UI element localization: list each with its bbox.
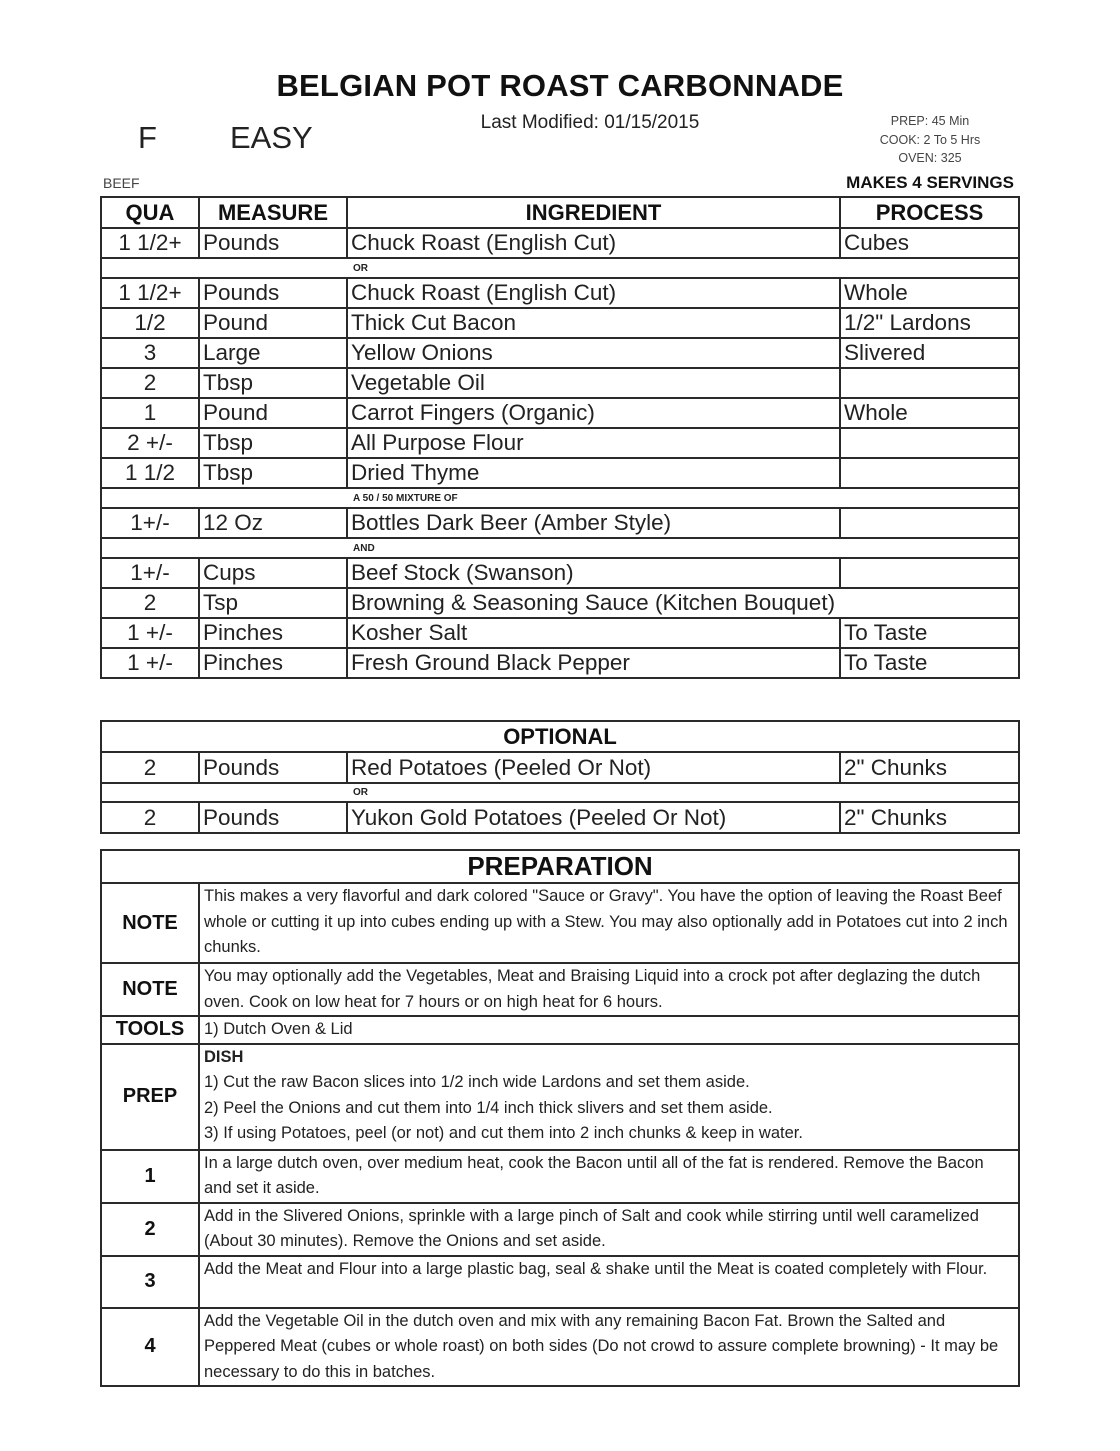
ingredient-name: Yellow Onions (347, 338, 840, 368)
ingredient-name: All Purpose Flour (347, 428, 840, 458)
separator-text: A 50 / 50 MIXTURE OF (353, 492, 458, 504)
ingredient-process: Cubes (840, 228, 1019, 258)
ingredient-measure: Pinches (199, 648, 347, 678)
preparation-row (101, 1256, 1019, 1308)
ingredient-quantity: 2 (101, 588, 199, 618)
ingredient-quantity: 1 1/2 (101, 458, 199, 488)
preparation-line: You may optionally add the Vegetables, Meat and Braising Liquid into a crock pot after deglazing the dutch oven. Cook on low heat for 7 hours or on high heat for 6 hours. (204, 967, 981, 1011)
ingredient-process: Whole (840, 278, 1019, 308)
ingredient-measure: Tbsp (199, 458, 347, 488)
separator-text: AND (353, 542, 375, 554)
optional-table (100, 720, 1020, 834)
preparation-label: 1 (101, 1150, 199, 1203)
preparation-text (199, 1203, 1019, 1256)
ingredient-name: Carrot Fingers (Organic) (347, 398, 840, 428)
separator-row (101, 538, 1019, 558)
preparation-label: 2 (101, 1203, 199, 1256)
column-header-qua: QUA (101, 197, 199, 228)
ingredient-process (840, 508, 1019, 538)
separator-spacer (101, 783, 347, 802)
prep-time: PREP: 45 Min (890, 114, 970, 128)
ingredient-measure: 12 Oz (199, 508, 347, 538)
cook-time: COOK: 2 To 5 Hrs (879, 132, 981, 147)
last-modified: Last Modified: 01/15/2015 (480, 112, 700, 133)
ingredient-quantity: 1 +/- (101, 618, 199, 648)
separator-spacer (101, 258, 347, 278)
ingredient-quantity: 1 (101, 398, 199, 428)
ingredient-row (101, 428, 1019, 458)
ingredient-measure: Pounds (199, 752, 347, 783)
preparation-title: PREPARATION (101, 850, 1019, 883)
preparation-label: 3 (101, 1256, 199, 1308)
separator-text: OR (353, 787, 368, 798)
ingredient-row (101, 648, 1019, 678)
recipe-flag: F (138, 120, 157, 155)
preparation-row (101, 1308, 1019, 1387)
preparation-label: 4 (101, 1308, 199, 1387)
ingredients-table (100, 196, 1020, 679)
column-header-measure: MEASURE (199, 197, 347, 228)
ingredient-measure: Tsp (199, 588, 347, 618)
difficulty-label: EASY (230, 120, 313, 155)
column-header-ingredient: INGREDIENT (347, 197, 840, 228)
ingredient-row (101, 458, 1019, 488)
preparation-heading: DISH (204, 1047, 244, 1066)
ingredient-measure: Large (199, 338, 347, 368)
preparation-line: Add in the Slivered Onions, sprinkle with a large pinch of Salt and cook while stirring until well caramelized (About 30 minutes). Remove the Onions and set aside. (204, 1206, 979, 1250)
separator-spacer (101, 538, 347, 558)
ingredient-quantity: 1+/- (101, 508, 199, 538)
ingredient-quantity: 2 +/- (101, 428, 199, 458)
ingredient-name: Beef Stock (Swanson) (347, 558, 840, 588)
ingredient-name: Chuck Roast (English Cut) (347, 228, 840, 258)
ingredient-measure: Pound (199, 398, 347, 428)
ingredient-name: Bottles Dark Beer (Amber Style) (347, 508, 840, 538)
ingredient-process: 2" Chunks (840, 802, 1019, 833)
ingredient-process (840, 458, 1019, 488)
ingredient-row (101, 398, 1019, 428)
separator-row (101, 783, 1019, 802)
preparation-text (199, 963, 1019, 1016)
ingredient-name: Vegetable Oil (347, 368, 840, 398)
ingredient-quantity: 1+/- (101, 558, 199, 588)
ingredient-name: Yukon Gold Potatoes (Peeled Or Not) (347, 802, 840, 833)
ingredient-measure: Tbsp (199, 428, 347, 458)
preparation-label: NOTE (101, 963, 199, 1016)
recipe-title: BELGIAN POT ROAST CARBONNADE (276, 68, 844, 103)
ingredient-row (101, 368, 1019, 398)
preparation-line: In a large dutch oven, over medium heat, cook the Bacon until all of the fat is rendered. Remove the Bacon and set it aside. (204, 1153, 984, 1197)
ingredient-row (101, 558, 1019, 588)
separator-cell (347, 538, 1019, 558)
ingredient-name: Thick Cut Bacon (347, 308, 840, 338)
ingredient-measure: Pounds (199, 228, 347, 258)
ingredient-process: To Taste (840, 618, 1019, 648)
ingredient-measure: Pounds (199, 278, 347, 308)
ingredient-row (101, 752, 1019, 783)
servings-label: MAKES 4 SERVINGS (846, 173, 1014, 192)
preparation-row (101, 1203, 1019, 1256)
ingredient-process: Whole (840, 398, 1019, 428)
preparation-line: 1) Dutch Oven & Lid (204, 1020, 353, 1038)
preparation-text (199, 1044, 1019, 1150)
preparation-text (199, 1016, 1019, 1044)
column-header-process: PROCESS (840, 197, 1019, 228)
ingredient-measure: Tbsp (199, 368, 347, 398)
ingredients-header-row (101, 197, 1019, 228)
ingredient-process: To Taste (840, 648, 1019, 678)
ingredient-name: Browning & Seasoning Sauce (Kitchen Bouquet) (347, 588, 1019, 618)
preparation-label: PREP (101, 1044, 199, 1150)
separator-row (101, 488, 1019, 508)
ingredient-quantity: 1 +/- (101, 648, 199, 678)
preparation-line: 2) Peel the Onions and cut them into 1/4 inch thick slivers and set them aside. (204, 1098, 773, 1117)
preparation-line: Add the Vegetable Oil in the dutch oven and mix with any remaining Bacon Fat. Brown the Salted and Peppered Meat (cubes or whole roast) on both sides (Do not crowd to assure complete browning) - It may be necessary to do this in batches. (204, 1311, 999, 1381)
preparation-label: TOOLS (101, 1016, 199, 1044)
ingredient-quantity: 1 1/2+ (101, 278, 199, 308)
preparation-row (101, 883, 1019, 963)
ingredient-measure: Pound (199, 308, 347, 338)
oven-temp: OVEN: 325 (898, 151, 962, 165)
preparation-row (101, 1044, 1019, 1150)
separator-spacer (101, 488, 347, 508)
separator-cell (347, 488, 1019, 508)
ingredient-row (101, 618, 1019, 648)
preparation-row (101, 1016, 1019, 1044)
preparation-label: NOTE (101, 883, 199, 963)
ingredient-process (840, 428, 1019, 458)
ingredient-measure: Pinches (199, 618, 347, 648)
ingredient-quantity: 2 (101, 802, 199, 833)
ingredient-quantity: 2 (101, 752, 199, 783)
ingredient-row (101, 802, 1019, 833)
ingredient-name: Fresh Ground Black Pepper (347, 648, 840, 678)
ingredient-quantity: 3 (101, 338, 199, 368)
ingredient-process (840, 368, 1019, 398)
separator-row (101, 258, 1019, 278)
preparation-text (199, 1256, 1019, 1308)
ingredient-name: Dried Thyme (347, 458, 840, 488)
preparation-line: Add the Meat and Flour into a large plastic bag, seal & shake until the Meat is coated completely with Flour. (204, 1259, 988, 1278)
ingredient-measure: Cups (199, 558, 347, 588)
ingredient-quantity: 1 1/2+ (101, 228, 199, 258)
ingredient-row (101, 228, 1019, 258)
ingredient-name: Red Potatoes (Peeled Or Not) (347, 752, 840, 783)
ingredient-quantity: 2 (101, 368, 199, 398)
ingredient-process: Slivered (840, 338, 1019, 368)
ingredient-row (101, 338, 1019, 368)
ingredient-measure: Pounds (199, 802, 347, 833)
preparation-text (199, 1308, 1019, 1387)
preparation-table (100, 849, 1020, 1387)
optional-title: OPTIONAL (101, 721, 1019, 752)
preparation-row (101, 1150, 1019, 1203)
ingredient-name: Kosher Salt (347, 618, 840, 648)
preparation-text (199, 1150, 1019, 1203)
preparation-line: 3) If using Potatoes, peel (or not) and cut them into 2 inch chunks & keep in water. (204, 1124, 803, 1142)
ingredient-row (101, 588, 1019, 618)
preparation-row (101, 963, 1019, 1016)
ingredient-row (101, 508, 1019, 538)
ingredient-process (840, 558, 1019, 588)
category-label: BEEF (103, 175, 140, 191)
ingredient-quantity: 1/2 (101, 308, 199, 338)
ingredient-process: 1/2" Lardons (840, 308, 1019, 338)
ingredient-row (101, 278, 1019, 308)
separator-cell (347, 783, 1019, 802)
ingredient-name: Chuck Roast (English Cut) (347, 278, 840, 308)
preparation-line: This makes a very flavorful and dark colored "Sauce or Gravy". You have the option of leaving the Roast Beef whole or cutting it up into cubes ending up with a Stew. You may also optionally add in Potatoes cut into 2 inch chunks. (204, 887, 1008, 956)
preparation-text (199, 883, 1019, 963)
ingredient-process: 2" Chunks (840, 752, 1019, 783)
separator-cell (347, 258, 1019, 278)
ingredient-row (101, 308, 1019, 338)
preparation-line: 1) Cut the raw Bacon slices into 1/2 inch wide Lardons and set them aside. (204, 1073, 750, 1091)
separator-text: OR (353, 262, 368, 274)
time-info (850, 112, 1010, 168)
